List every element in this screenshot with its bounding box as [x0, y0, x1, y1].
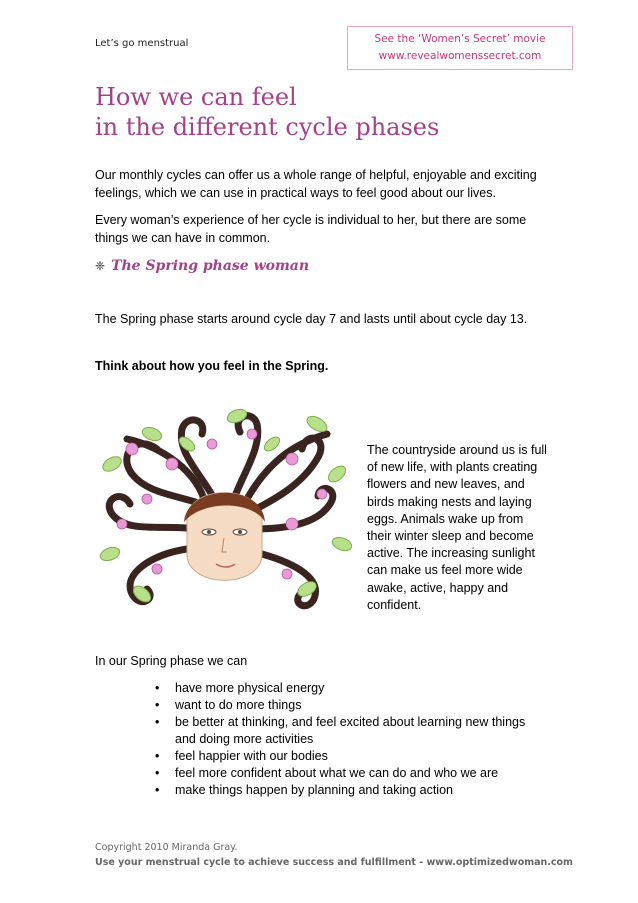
flower-bullet-icon: ❈ — [95, 259, 106, 273]
footer-link[interactable]: Use your menstrual cycle to achieve success and fulfillment - www.optimizedwoman.com — [95, 857, 573, 868]
list-item: • make things happen by planning and taking action — [155, 782, 545, 799]
list-item: • feel more confident about what we can do and who we are — [155, 765, 545, 782]
footer — [95, 840, 573, 870]
section-prompt: Think about how you feel in the Spring. — [95, 359, 329, 373]
list-item: • feel happier with our bodies — [155, 748, 545, 765]
footer-copyright: Copyright 2010 Miranda Gray. — [95, 842, 238, 853]
spring-description: The countryside around us is full of new life, with plants creating flowers and new leaves, and birds making nests and laying eggs. Animals wake up from their winter sleep and become active. The increasing sunlight can make us feel more wide awake, active, happy and confident. — [367, 443, 547, 612]
spring-benefits-list — [155, 680, 545, 799]
spring-woman-illustration — [92, 404, 352, 616]
section-intro: The Spring phase starts around cycle day 7 and lasts until about cycle day 13. — [95, 312, 528, 326]
promo-box[interactable] — [347, 26, 573, 70]
section-heading-text: The Spring phase woman — [111, 258, 310, 274]
header-title: Let’s go menstrual — [95, 38, 189, 49]
list-intro: In our Spring phase we can — [95, 654, 248, 668]
list-item: • have more physical energy — [155, 680, 545, 697]
page-title — [95, 82, 439, 142]
intro-paragraph-2: Every woman’s experience of her cycle is individual to her, but there are some things we can have in common. — [95, 213, 527, 245]
list-item: • want to do more things — [155, 697, 545, 714]
list-item: • be better at thinking, and feel excited about learning new things and doing more activities — [155, 714, 545, 748]
section-heading — [95, 258, 309, 274]
page-title-line1: How we can feel — [95, 83, 297, 111]
page-title-line2: in the different cycle phases — [95, 113, 440, 141]
promo-movie-text: See the ‘Women’s Secret’ movie — [374, 33, 546, 45]
promo-link[interactable]: www.revealwomenssecret.com — [378, 50, 542, 62]
face — [184, 493, 265, 581]
intro-paragraph-1: Our monthly cycles can offer us a whole range of helpful, enjoyable and exciting feelings, which we can use in practical ways to feel good about our lives. — [95, 168, 537, 200]
